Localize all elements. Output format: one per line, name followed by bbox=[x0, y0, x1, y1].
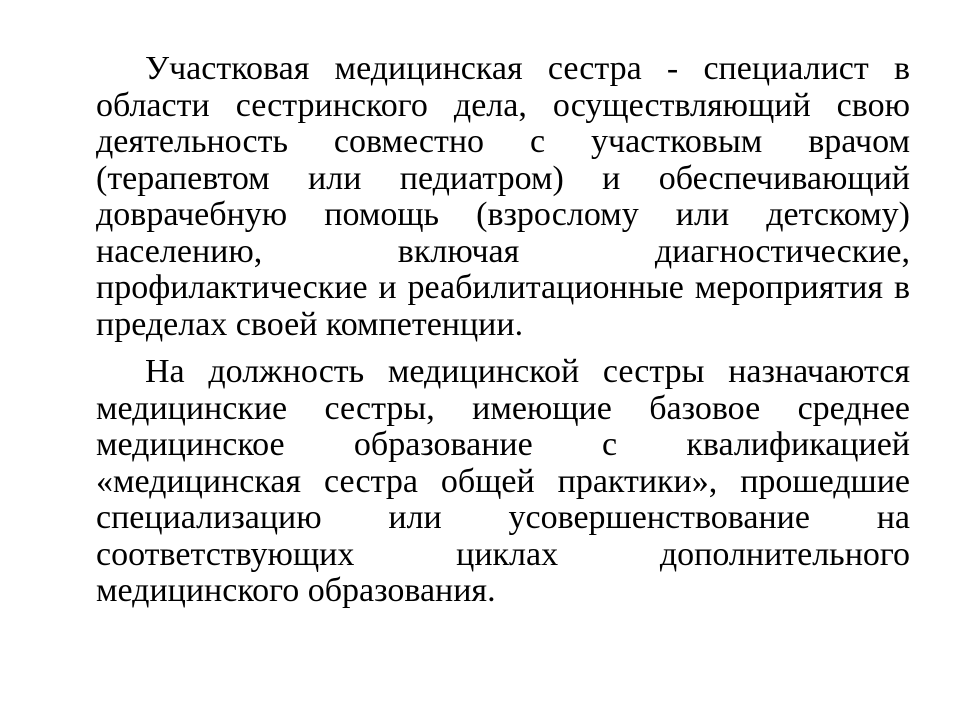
text-block bbox=[96, 51, 910, 610]
paragraph-2 bbox=[96, 354, 910, 610]
paragraph-1-text: Участковая медицинская сестра - специалист в области сестринского дела, осуществляющий свою деятельность совместно с участковым врачом (терапевтом или педиатром) и обеспечивающий доврачебную помощь (взрослому или детскому) населению, включая диагностические, профилактические и реабилитационные мероприятия в пределах своей компетенции. bbox=[96, 50, 910, 343]
paragraph-1 bbox=[96, 51, 910, 343]
paragraph-2-text: На должность медицинской сестры назначаются медицинские сестры, имеющие базовое среднее медицинское образование с квалификацией «медицинская сестра общей практики», прошедшие специализацию или усовершенствование на соответствующих циклах дополнительного медицинского образования. bbox=[96, 353, 910, 609]
